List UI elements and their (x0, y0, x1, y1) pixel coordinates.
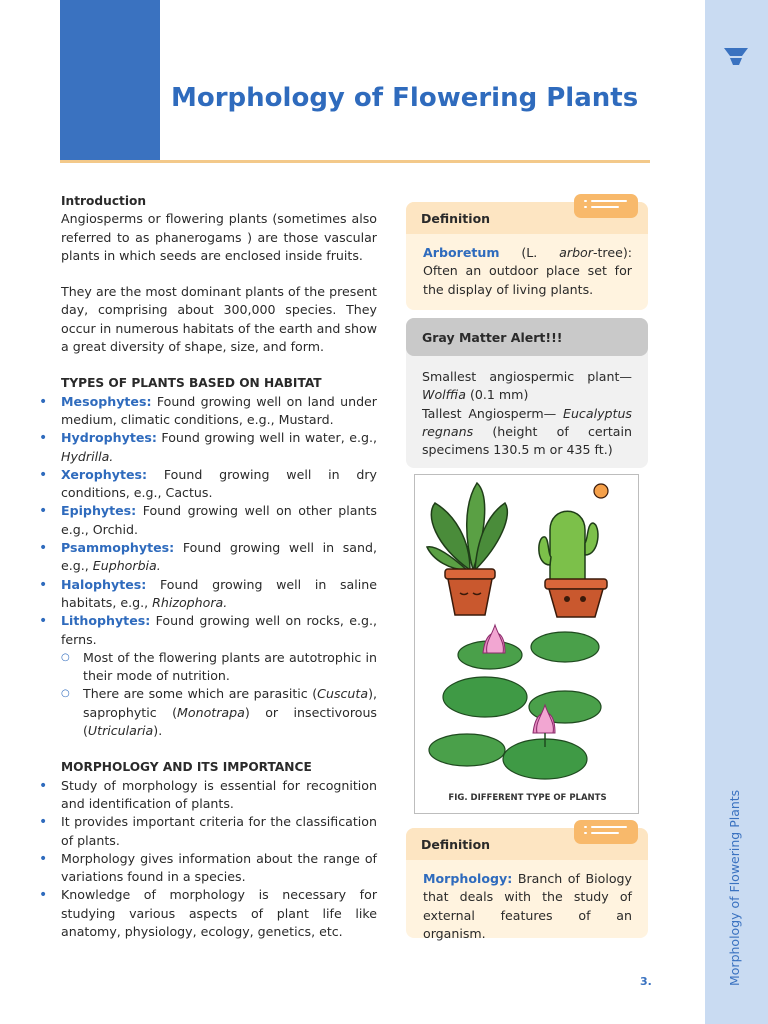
main-text-column (61, 192, 377, 941)
definition-label: Definition (406, 828, 648, 860)
page-number: 3. (640, 975, 652, 988)
list-item: • Knowledge of morphology is necessary for studying various aspects of plant life like anatomy, physiology, ecology, genetics, etc. (61, 886, 377, 941)
list-item: • Study of morphology is essential for recognition and identification of plants. (61, 777, 377, 814)
page-title: Morphology of Flowering Plants (171, 83, 639, 113)
list-item: • Mesophytes: Found growing well on land under medium, climatic conditions, e.g., Mustard. (61, 393, 377, 430)
water-lily-icon (429, 625, 601, 779)
list-item: • Psammophytes: Found growing well in sand, e.g., Euphorbia. (61, 539, 377, 576)
note-tab-icon (574, 194, 638, 218)
intro-paragraph-1: Angiosperms or flowering plants (sometimes also referred to as phanerogams ) are those vascular plants in which seeds are enclosed inside fruits. (61, 211, 377, 263)
list-item: • Xerophytes: Found growing well in dry conditions, e.g., Cactus. (61, 466, 377, 503)
intro-paragraph-2: They are the most dominant plants of the present day, comprising about 300,000 species. They occur in numerous habitats of the earth and show a great diversity of shape, size, and form. (61, 284, 377, 355)
definition-box-morphology (406, 828, 648, 941)
list-item: • It provides important criteria for the classification of plants. (61, 813, 377, 850)
definition-label: Definition (406, 202, 648, 234)
list-item: ○ Most of the flowering plants are autotrophic in their mode of nutrition. (83, 649, 377, 686)
list-item: • Hydrophytes: Found growing well in water, e.g., Hydrilla. (61, 429, 377, 466)
figure-caption: FIG. DIFFERENT TYPE OF PLANTS (448, 793, 607, 803)
list-item: • Epiphytes: Found growing well on other plants e.g., Orchid. (61, 502, 377, 539)
habitat-list (61, 393, 377, 741)
plant-figure (414, 474, 639, 814)
title-underline (60, 160, 650, 163)
intro-heading: Introduction (61, 194, 147, 208)
importance-list (61, 777, 377, 942)
definition-box-arboretum (406, 202, 648, 310)
cactus-icon (539, 484, 608, 617)
plants-illustration (415, 475, 640, 815)
gray-matter-label: Gray Matter Alert!!! (406, 318, 648, 356)
gray-matter-box (406, 318, 648, 468)
gray-matter-text: Smallest angiospermic plant— Wolffia (0.1 mm) Tallest Angiosperm— Eucalyptus regnans (height of certain specimens 130.5 m or 435 ft.) (422, 369, 632, 458)
list-item: • Halophytes: Found growing well in saline habitats, e.g., Rhizophora. (61, 576, 377, 613)
list-item: ○ There are some which are parasitic (Cuscuta), saprophytic (Monotrapa) or insectivorous (Utricularia). (83, 685, 377, 740)
note-tab-icon (574, 820, 638, 844)
habitat-heading: TYPES OF PLANTS BASED ON HABITAT (61, 376, 322, 391)
header-blue-block (60, 0, 160, 160)
importance-heading: MORPHOLOGY AND ITS IMPORTANCE (61, 760, 312, 775)
habitat-sub-list (83, 649, 377, 740)
potted-plant-icon (427, 483, 507, 615)
chapter-logo-icon (722, 44, 750, 72)
definition-text: Morphology: Branch of Biology that deals with the study of external features of an organism. (423, 871, 632, 941)
definition-text: Arboretum (L. arbor-tree): Often an outdoor place set for the display of living plants. (423, 245, 632, 297)
list-item: • Lithophytes: Found growing well on rocks, e.g., ferns. ○ Most of the flowering plants are autotrophic in their mode of nutrition. ○ There are some which are parasitic (Cuscuta), saprophytic (Monotrapa) or insectivorous (Utricularia). (61, 612, 377, 740)
side-chapter-label: Morphology of Flowering Plants (727, 789, 742, 986)
list-item: • Morphology gives information about the range of variations found in a species. (61, 850, 377, 887)
